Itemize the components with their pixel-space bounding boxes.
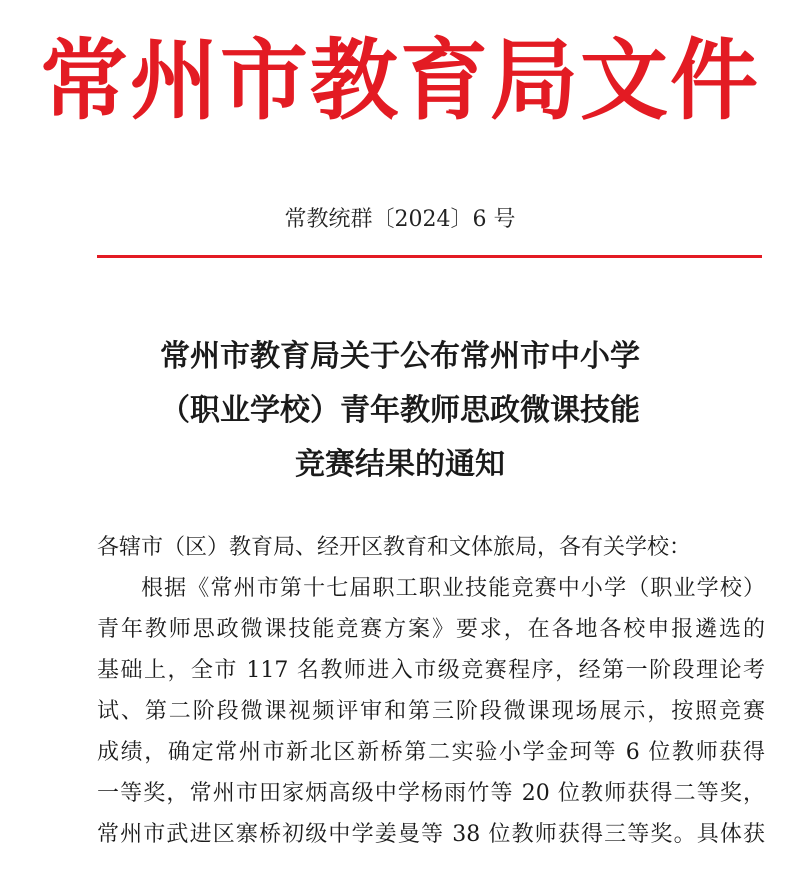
body-line: 试、第二阶段微课视频评审和第三阶段微课现场展示，按照竞赛 [97,699,765,724]
body-line: 根据《常州市第十七届职工职业技能竞赛中小学（职业学校） [141,576,765,601]
document-number: 常教统群〔2024〕6 号 [284,207,516,232]
red-separator-rule [97,255,762,258]
title-line: （职业学校）青年教师思政微课技能 [160,393,640,428]
body-line: 成绩，确定常州市新北区新桥第二实验小学金珂等 6 位教师获得 [97,740,765,765]
document-body [97,527,765,855]
body-line: 基础上，全市 117 名教师进入市级竞赛程序，经第一阶段理论考 [97,658,765,683]
document-masthead: 常州市教育局文件 [39,28,760,132]
title-line: 常州市教育局关于公布常州市中小学 [160,339,640,374]
body-line: 常州市武进区寨桥初级中学姜曼等 38 位教师获得三等奖。具体获 [97,822,765,847]
body-line: 一等奖，常州市田家炳高级中学杨雨竹等 20 位教师获得二等奖， [97,781,765,806]
document-title [0,330,800,492]
body-line: 青年教师思政微课技能竞赛方案》要求，在各地各校申报遴选的 [97,617,765,642]
salutation: 各辖市（区）教育局、经开区教育和文体旅局，各有关学校： [97,535,692,560]
title-line: 竞赛结果的通知 [295,447,505,482]
